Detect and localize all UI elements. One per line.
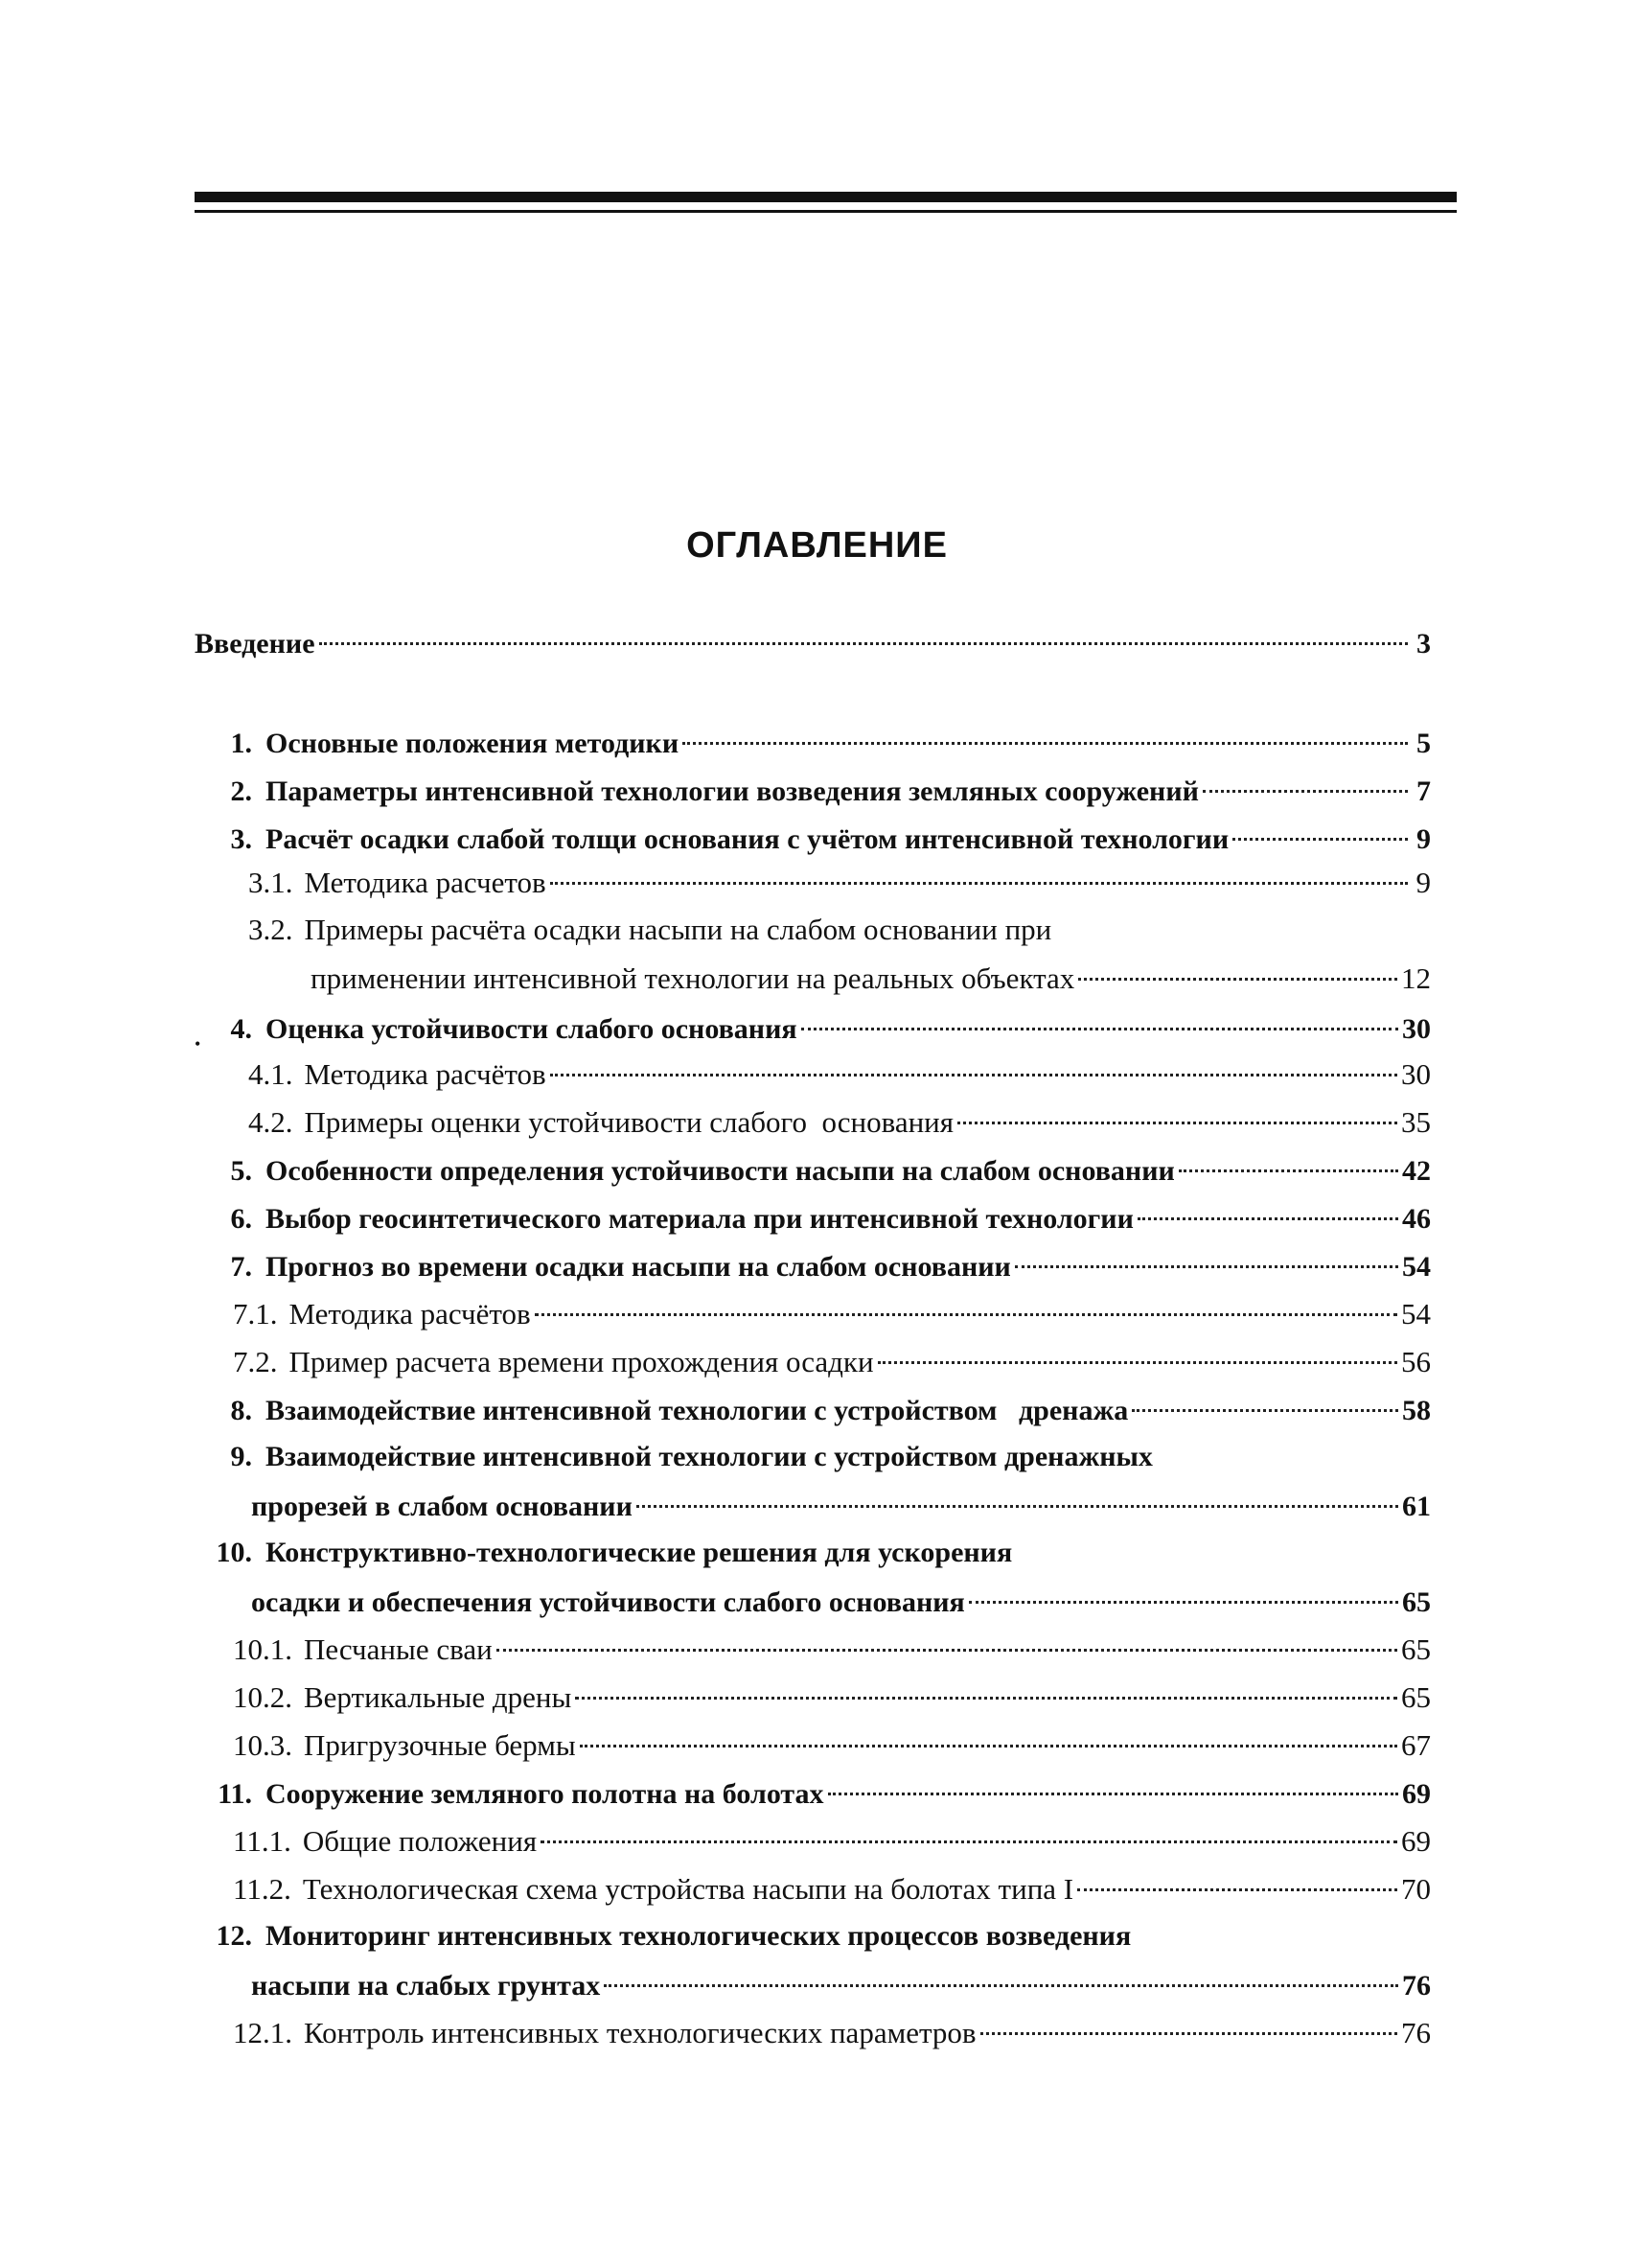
toc-page-number: 70 bbox=[1401, 1872, 1431, 1906]
toc-entry-10-cont bbox=[251, 1580, 1431, 1622]
dot-leader bbox=[550, 853, 1408, 885]
toc-entry-number: 1. bbox=[230, 728, 252, 759]
toc-entry-7-2 bbox=[233, 1340, 1431, 1382]
toc-page-number: 35 bbox=[1401, 1105, 1431, 1139]
toc-entry-number: 4. bbox=[230, 1013, 252, 1045]
toc-page-number: 69 bbox=[1402, 1778, 1431, 1810]
toc-entry-2 bbox=[195, 769, 1431, 811]
toc-page-number: 9 bbox=[1415, 866, 1431, 899]
toc-page-number: 54 bbox=[1402, 1251, 1431, 1283]
toc-entry-label: Конструктивно-технологические решения для ускорения bbox=[265, 1537, 1013, 1568]
toc-entry-3-1 bbox=[248, 861, 1431, 903]
toc-entry-label: Методика расчётов bbox=[288, 1297, 531, 1331]
toc-entry-label-cont: насыпи на слабых грунтах bbox=[251, 1970, 601, 2002]
toc-entry-label: Пригрузочные бермы bbox=[304, 1728, 576, 1762]
toc-entry-label: Взаимодействие интенсивной технологии с устройством дренажа bbox=[265, 1395, 1129, 1426]
toc-entry-label: Методика расчётов bbox=[304, 1057, 546, 1091]
toc-entry-label: Примеры оценки устойчивости слабого основания bbox=[304, 1105, 955, 1139]
toc-entry-number: 5. bbox=[230, 1155, 252, 1187]
toc-entry-10-3 bbox=[233, 1724, 1431, 1766]
toc-entry-label: Оценка устойчивости слабого основания bbox=[265, 1013, 797, 1045]
toc-entry-12-1 bbox=[233, 2011, 1431, 2053]
toc-entry-3-2 bbox=[248, 909, 1431, 951]
dot-leader bbox=[541, 1812, 1397, 1843]
toc-page-number: 54 bbox=[1401, 1297, 1431, 1331]
stray-mark: • bbox=[195, 1034, 201, 1053]
dot-leader bbox=[1232, 809, 1408, 841]
dot-leader bbox=[575, 1668, 1397, 1700]
toc-entry-label: Общие положения bbox=[302, 1824, 538, 1858]
toc-entry-number: 3. bbox=[230, 823, 252, 855]
dot-leader bbox=[550, 1045, 1397, 1076]
toc-page-number: 76 bbox=[1402, 1970, 1431, 2002]
toc-entry-number: 3.1. bbox=[248, 866, 293, 899]
toc-page-number: 61 bbox=[1402, 1491, 1431, 1522]
dot-leader bbox=[1015, 1237, 1398, 1268]
dot-leader bbox=[604, 1956, 1398, 1987]
toc-entry-12-cont bbox=[251, 1963, 1431, 2005]
toc-entry-label: Параметры интенсивной технологии возведения земляных сооружений bbox=[265, 775, 1199, 807]
toc-entry-number: 4.1. bbox=[248, 1057, 293, 1091]
toc-entry-3-2-cont bbox=[311, 957, 1431, 999]
dot-leader bbox=[878, 1332, 1397, 1364]
toc-entry-number: 7.2. bbox=[233, 1345, 278, 1378]
toc-entry-number: 2. bbox=[230, 775, 252, 807]
toc-entry-label: Методика расчетов bbox=[304, 866, 546, 899]
toc-entry-number: 10. bbox=[216, 1537, 252, 1568]
toc-page-number: 56 bbox=[1401, 1345, 1431, 1378]
dot-leader bbox=[1077, 1860, 1397, 1891]
toc-entry-number: 10.1. bbox=[233, 1632, 292, 1666]
toc-page-number: 76 bbox=[1401, 2016, 1431, 2049]
toc-entry-number: 7.1. bbox=[233, 1297, 278, 1331]
toc-entry-9 bbox=[195, 1436, 1431, 1478]
toc-entry-9-cont bbox=[251, 1484, 1431, 1526]
toc-entry-number: 9. bbox=[230, 1441, 252, 1472]
toc-entry-label: Основные положения методики bbox=[265, 728, 679, 759]
toc-entry-number: 12. bbox=[216, 1920, 252, 1952]
dot-leader bbox=[969, 1572, 1398, 1604]
toc-page-number: 12 bbox=[1401, 961, 1431, 995]
toc-entry-label: Взаимодействие интенсивной технологии с устройством дренажных bbox=[265, 1441, 1153, 1472]
toc-entry-label: Особенности определения устойчивости насыпи на слабом основании bbox=[265, 1155, 1175, 1187]
toc-page-number: 65 bbox=[1402, 1586, 1431, 1618]
toc-entry-number: 4.2. bbox=[248, 1105, 293, 1139]
toc-page-number: 30 bbox=[1401, 1057, 1431, 1091]
dot-leader bbox=[319, 613, 1408, 645]
toc-entry-label: Контроль интенсивных технологических параметров bbox=[304, 2016, 977, 2049]
toc-entry-label-cont: прорезей в слабом основании bbox=[251, 1491, 633, 1522]
dot-leader bbox=[957, 1093, 1397, 1124]
toc-entry-11-1 bbox=[233, 1819, 1431, 1862]
dot-leader bbox=[636, 1476, 1398, 1508]
toc-entry-4-1 bbox=[248, 1053, 1431, 1095]
toc-entry-4-2 bbox=[248, 1100, 1431, 1143]
toc-page-number: 30 bbox=[1402, 1013, 1431, 1045]
toc-entry-label-cont: осадки и обеспечения устойчивости слабого основания bbox=[251, 1586, 965, 1618]
toc-page-number: 7 bbox=[1416, 775, 1431, 807]
dot-leader bbox=[535, 1284, 1397, 1316]
toc-page-number: 67 bbox=[1401, 1728, 1431, 1762]
toc-entry-label: Сооружение земляного полотна на болотах bbox=[265, 1778, 824, 1810]
dot-leader bbox=[1203, 761, 1408, 793]
toc-entry-number: 11.1. bbox=[233, 1824, 291, 1858]
toc-page-number: 69 bbox=[1401, 1824, 1431, 1858]
toc-page-number: 65 bbox=[1401, 1632, 1431, 1666]
toc-entry-number: 10.3. bbox=[233, 1728, 292, 1762]
toc-entry-label-cont: применении интенсивной технологии на реальных объектах bbox=[311, 961, 1075, 995]
toc-entry-12 bbox=[187, 1915, 1431, 1957]
toc-entry-number: 11.2. bbox=[233, 1872, 291, 1906]
toc-page-number: 3 bbox=[1416, 628, 1431, 660]
dot-leader bbox=[801, 999, 1398, 1030]
toc-entry-number: 6. bbox=[230, 1203, 252, 1235]
toc-entry-10-1 bbox=[233, 1628, 1431, 1670]
toc-entry-10-2 bbox=[233, 1676, 1431, 1718]
toc-entry-7 bbox=[195, 1244, 1431, 1286]
dot-leader bbox=[496, 1620, 1397, 1652]
toc-entry-number: 12.1. bbox=[233, 2016, 292, 2049]
dot-leader bbox=[580, 1716, 1397, 1747]
dot-leader bbox=[1179, 1141, 1398, 1172]
toc-entry-label: Введение bbox=[195, 628, 315, 660]
toc-page-number: 5 bbox=[1416, 728, 1431, 759]
toc-entry-8 bbox=[195, 1388, 1431, 1430]
toc-entry-11-2 bbox=[233, 1867, 1431, 1909]
toc-entry-11 bbox=[187, 1771, 1431, 1814]
toc-entry-label: Примеры расчёта осадки насыпи на слабом основании при bbox=[304, 913, 1052, 946]
toc-entry-5 bbox=[195, 1148, 1431, 1191]
toc-entry-label: Пример расчета времени прохождения осадки bbox=[288, 1345, 874, 1378]
dot-leader bbox=[1078, 949, 1397, 981]
toc-entry-number: 7. bbox=[230, 1251, 252, 1283]
dot-leader bbox=[1138, 1189, 1398, 1220]
toc-entry-6 bbox=[195, 1196, 1431, 1238]
toc-page-number: 42 bbox=[1402, 1155, 1431, 1187]
toc-entry-label: Прогноз во времени осадки насыпи на слабом основании bbox=[265, 1251, 1011, 1283]
dot-leader bbox=[682, 713, 1408, 745]
toc-entry-label: Расчёт осадки слабой толщи основания с учётом интенсивной технологии bbox=[265, 823, 1230, 855]
toc-entry-1 bbox=[195, 721, 1431, 763]
toc-entry-7-1 bbox=[233, 1292, 1431, 1334]
toc-page-number: 46 bbox=[1402, 1203, 1431, 1235]
dot-leader bbox=[980, 2003, 1397, 2035]
toc-page-number: 9 bbox=[1416, 823, 1431, 855]
page-title: ОГЛАВЛЕНИЕ bbox=[686, 525, 948, 566]
toc-entry-number: 3.2. bbox=[248, 913, 293, 946]
toc-page-number: 65 bbox=[1401, 1680, 1431, 1714]
dot-leader bbox=[828, 1764, 1398, 1795]
toc-entry-10 bbox=[187, 1532, 1431, 1574]
toc-entry-label: Песчаные сваи bbox=[304, 1632, 493, 1666]
toc-entry-number: 11. bbox=[218, 1778, 252, 1810]
toc-entry-label: Мониторинг интенсивных технологических процессов возведения bbox=[265, 1920, 1132, 1952]
toc-entry-intro bbox=[195, 621, 1431, 663]
toc-entry-label: Технологическая схема устройства насыпи на болотах типа I bbox=[302, 1872, 1074, 1906]
toc-page-number: 58 bbox=[1402, 1395, 1431, 1426]
dot-leader bbox=[1132, 1380, 1398, 1412]
toc-entry-label: Выбор геосинтетического материала при интенсивной технологии bbox=[265, 1203, 1134, 1235]
toc-entry-4 bbox=[195, 1007, 1431, 1049]
toc-entry-number: 8. bbox=[230, 1395, 252, 1426]
toc-entry-label: Вертикальные дрены bbox=[304, 1680, 572, 1714]
toc-entry-number: 10.2. bbox=[233, 1680, 292, 1714]
